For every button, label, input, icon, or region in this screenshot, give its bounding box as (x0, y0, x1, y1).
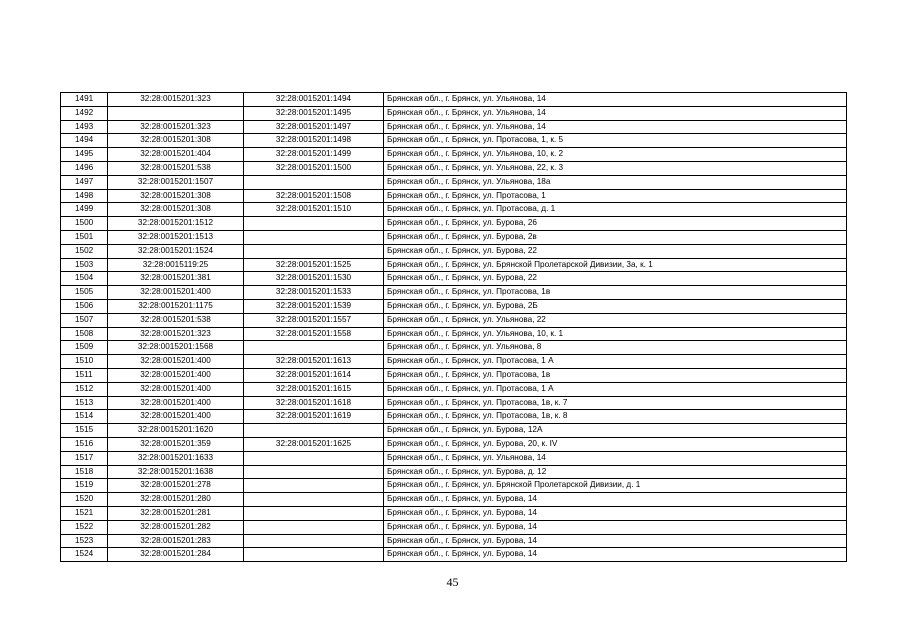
object-number-cell (244, 230, 384, 244)
object-number-cell: 32:28:0015201:1495 (244, 106, 384, 120)
address-cell: Брянская обл., г. Брянск, ул. Ульянова, 22, к. 3 (384, 161, 847, 175)
object-number-cell (244, 341, 384, 355)
table-row (61, 299, 847, 313)
row-number-cell: 1517 (61, 451, 108, 465)
table-row (61, 244, 847, 258)
address-cell: Брянская обл., г. Брянск, ул. Протасова, 1 А (384, 355, 847, 369)
address-cell: Брянская обл., г. Брянск, ул. Ульянова, 14 (384, 120, 847, 134)
cadastral-number-cell: 32:28:0015119:25 (108, 258, 244, 272)
table-row (61, 217, 847, 231)
row-number-cell: 1523 (61, 534, 108, 548)
row-number-cell: 1491 (61, 93, 108, 107)
cadastral-number-cell: 32:28:0015201:400 (108, 355, 244, 369)
address-cell: Брянская обл., г. Брянск, ул. Ульянова, 8 (384, 341, 847, 355)
table-row (61, 465, 847, 479)
address-cell: Брянская обл., г. Брянск, ул. Бурова, 26 (384, 217, 847, 231)
object-number-cell: 32:28:0015201:1510 (244, 203, 384, 217)
object-number-cell (244, 175, 384, 189)
cadastral-number-cell: 32:28:0015201:323 (108, 93, 244, 107)
address-cell: Брянская обл., г. Брянск, ул. Бурова, 14 (384, 506, 847, 520)
object-number-cell: 32:28:0015201:1525 (244, 258, 384, 272)
cadastral-number-cell: 32:28:0015201:381 (108, 272, 244, 286)
records-table-body (61, 93, 847, 562)
row-number-cell: 1497 (61, 175, 108, 189)
row-number-cell: 1512 (61, 382, 108, 396)
row-number-cell: 1511 (61, 368, 108, 382)
cadastral-number-cell: 32:28:0015201:1507 (108, 175, 244, 189)
row-number-cell: 1503 (61, 258, 108, 272)
table-row (61, 161, 847, 175)
table-row (61, 148, 847, 162)
row-number-cell: 1514 (61, 410, 108, 424)
object-number-cell: 32:28:0015201:1613 (244, 355, 384, 369)
table-row (61, 437, 847, 451)
address-cell: Брянская обл., г. Брянск, ул. Бурова, 22 (384, 272, 847, 286)
address-cell: Брянская обл., г. Брянск, ул. Ульянова, 14 (384, 93, 847, 107)
table-row (61, 396, 847, 410)
cadastral-number-cell: 32:28:0015201:308 (108, 134, 244, 148)
address-cell: Брянская обл., г. Брянск, ул. Протасова, 1 (384, 189, 847, 203)
address-cell: Брянская обл., г. Брянск, ул. Брянской Пролетарской Дивизии, 3а, к. 1 (384, 258, 847, 272)
address-cell: Брянская обл., г. Брянск, ул. Протасова, д. 1 (384, 203, 847, 217)
cadastral-number-cell: 32:28:0015201:400 (108, 410, 244, 424)
row-number-cell: 1495 (61, 148, 108, 162)
object-number-cell: 32:28:0015201:1494 (244, 93, 384, 107)
row-number-cell: 1508 (61, 327, 108, 341)
address-cell: Брянская обл., г. Брянск, ул. Протасова, 1в (384, 368, 847, 382)
row-number-cell: 1504 (61, 272, 108, 286)
object-number-cell: 32:28:0015201:1533 (244, 286, 384, 300)
cadastral-number-cell: 32:28:0015201:1568 (108, 341, 244, 355)
address-cell: Брянская обл., г. Брянск, ул. Бурова, 22 (384, 244, 847, 258)
cadastral-number-cell: 32:28:0015201:1633 (108, 451, 244, 465)
row-number-cell: 1493 (61, 120, 108, 134)
object-number-cell: 32:28:0015201:1614 (244, 368, 384, 382)
row-number-cell: 1500 (61, 217, 108, 231)
cadastral-number-cell: 32:28:0015201:283 (108, 534, 244, 548)
row-number-cell: 1492 (61, 106, 108, 120)
cadastral-number-cell: 32:28:0015201:1638 (108, 465, 244, 479)
address-cell: Брянская обл., г. Брянск, ул. Бурова, 14 (384, 548, 847, 562)
row-number-cell: 1509 (61, 341, 108, 355)
object-number-cell: 32:28:0015201:1615 (244, 382, 384, 396)
object-number-cell: 32:28:0015201:1558 (244, 327, 384, 341)
row-number-cell: 1506 (61, 299, 108, 313)
table-row (61, 313, 847, 327)
table-row (61, 134, 847, 148)
object-number-cell: 32:28:0015201:1508 (244, 189, 384, 203)
object-number-cell (244, 493, 384, 507)
table-row (61, 548, 847, 562)
row-number-cell: 1498 (61, 189, 108, 203)
cadastral-number-cell: 32:28:0015201:282 (108, 520, 244, 534)
row-number-cell: 1513 (61, 396, 108, 410)
cadastral-number-cell (108, 106, 244, 120)
row-number-cell: 1502 (61, 244, 108, 258)
table-row (61, 341, 847, 355)
table-row (61, 175, 847, 189)
table-row (61, 368, 847, 382)
address-cell: Брянская обл., г. Брянск, ул. Ульянова, 14 (384, 106, 847, 120)
cadastral-number-cell: 32:28:0015201:308 (108, 203, 244, 217)
table-row (61, 534, 847, 548)
cadastral-number-cell: 32:28:0015201:400 (108, 368, 244, 382)
cadastral-number-cell: 32:28:0015201:281 (108, 506, 244, 520)
object-number-cell: 32:28:0015201:1497 (244, 120, 384, 134)
table-row (61, 479, 847, 493)
table-row (61, 424, 847, 438)
address-cell: Брянская обл., г. Брянск, ул. Протасова, 1в (384, 286, 847, 300)
address-cell: Брянская обл., г. Брянск, ул. Бурова, 14 (384, 534, 847, 548)
cadastral-number-cell: 32:28:0015201:1513 (108, 230, 244, 244)
table-row (61, 520, 847, 534)
object-number-cell (244, 534, 384, 548)
object-number-cell: 32:28:0015201:1618 (244, 396, 384, 410)
address-cell: Брянская обл., г. Брянск, ул. Ульянова, 18а (384, 175, 847, 189)
cadastral-number-cell: 32:28:0015201:400 (108, 286, 244, 300)
address-cell: Брянская обл., г. Брянск, ул. Бурова, 20, к. IV (384, 437, 847, 451)
address-cell: Брянская обл., г. Брянск, ул. Бурова, 14 (384, 493, 847, 507)
row-number-cell: 1501 (61, 230, 108, 244)
table-row (61, 189, 847, 203)
address-cell: Брянская обл., г. Брянск, ул. Протасова, 1в, к. 7 (384, 396, 847, 410)
object-number-cell: 32:28:0015201:1625 (244, 437, 384, 451)
table-row (61, 451, 847, 465)
row-number-cell: 1496 (61, 161, 108, 175)
address-cell: Брянская обл., г. Брянск, ул. Ульянова, 14 (384, 451, 847, 465)
table-row (61, 106, 847, 120)
object-number-cell (244, 548, 384, 562)
row-number-cell: 1499 (61, 203, 108, 217)
table-row (61, 230, 847, 244)
row-number-cell: 1510 (61, 355, 108, 369)
table-row (61, 120, 847, 134)
row-number-cell: 1521 (61, 506, 108, 520)
object-number-cell (244, 244, 384, 258)
table-row (61, 355, 847, 369)
cadastral-number-cell: 32:28:0015201:1620 (108, 424, 244, 438)
table-row (61, 493, 847, 507)
object-number-cell (244, 520, 384, 534)
cadastral-number-cell: 32:28:0015201:538 (108, 161, 244, 175)
object-number-cell: 32:28:0015201:1619 (244, 410, 384, 424)
row-number-cell: 1522 (61, 520, 108, 534)
table-row (61, 203, 847, 217)
object-number-cell (244, 506, 384, 520)
address-cell: Брянская обл., г. Брянск, ул. Протасова, 1, к. 5 (384, 134, 847, 148)
cadastral-number-cell: 32:28:0015201:278 (108, 479, 244, 493)
table-row (61, 272, 847, 286)
address-cell: Брянская обл., г. Брянск, ул. Брянской Пролетарской Дивизии, д. 1 (384, 479, 847, 493)
cadastral-number-cell: 32:28:0015201:280 (108, 493, 244, 507)
row-number-cell: 1518 (61, 465, 108, 479)
row-number-cell: 1519 (61, 479, 108, 493)
cadastral-number-cell: 32:28:0015201:400 (108, 396, 244, 410)
page-number: 45 (446, 575, 459, 589)
row-number-cell: 1494 (61, 134, 108, 148)
row-number-cell: 1507 (61, 313, 108, 327)
row-number-cell: 1516 (61, 437, 108, 451)
cadastral-number-cell: 32:28:0015201:359 (108, 437, 244, 451)
object-number-cell (244, 451, 384, 465)
cadastral-number-cell: 32:28:0015201:323 (108, 120, 244, 134)
object-number-cell: 32:28:0015201:1500 (244, 161, 384, 175)
object-number-cell: 32:28:0015201:1557 (244, 313, 384, 327)
address-cell: Брянская обл., г. Брянск, ул. Бурова, д. 12 (384, 465, 847, 479)
cadastral-number-cell: 32:28:0015201:1512 (108, 217, 244, 231)
row-number-cell: 1505 (61, 286, 108, 300)
address-cell: Брянская обл., г. Брянск, ул. Ульянова, 22 (384, 313, 847, 327)
table-row (61, 327, 847, 341)
address-cell: Брянская обл., г. Брянск, ул. Бурова, 14 (384, 520, 847, 534)
cadastral-number-cell: 32:28:0015201:538 (108, 313, 244, 327)
address-cell: Брянская обл., г. Брянск, ул. Бурова, 2в (384, 230, 847, 244)
address-cell: Брянская обл., г. Брянск, ул. Протасова, 1 А (384, 382, 847, 396)
table-row (61, 506, 847, 520)
cadastral-number-cell: 32:28:0015201:1524 (108, 244, 244, 258)
records-table (60, 92, 847, 562)
object-number-cell: 32:28:0015201:1498 (244, 134, 384, 148)
object-number-cell (244, 424, 384, 438)
cadastral-number-cell: 32:28:0015201:400 (108, 382, 244, 396)
row-number-cell: 1524 (61, 548, 108, 562)
object-number-cell: 32:28:0015201:1530 (244, 272, 384, 286)
cadastral-number-cell: 32:28:0015201:404 (108, 148, 244, 162)
object-number-cell (244, 465, 384, 479)
table-row (61, 410, 847, 424)
address-cell: Брянская обл., г. Брянск, ул. Ульянова, 10, к. 2 (384, 148, 847, 162)
object-number-cell (244, 217, 384, 231)
address-cell: Брянская обл., г. Брянск, ул. Протасова, 1в, к. 8 (384, 410, 847, 424)
address-cell: Брянская обл., г. Брянск, ул. Ульянова, 10, к. 1 (384, 327, 847, 341)
cadastral-number-cell: 32:28:0015201:1175 (108, 299, 244, 313)
table-row (61, 258, 847, 272)
address-cell: Брянская обл., г. Брянск, ул. Бурова, 12А (384, 424, 847, 438)
table-row (61, 93, 847, 107)
object-number-cell: 32:28:0015201:1539 (244, 299, 384, 313)
row-number-cell: 1515 (61, 424, 108, 438)
cadastral-number-cell: 32:28:0015201:284 (108, 548, 244, 562)
cadastral-number-cell: 32:28:0015201:323 (108, 327, 244, 341)
object-number-cell (244, 479, 384, 493)
table-row (61, 382, 847, 396)
row-number-cell: 1520 (61, 493, 108, 507)
cadastral-number-cell: 32:28:0015201:308 (108, 189, 244, 203)
address-cell: Брянская обл., г. Брянск, ул. Бурова, 2Б (384, 299, 847, 313)
table-row (61, 286, 847, 300)
object-number-cell: 32:28:0015201:1499 (244, 148, 384, 162)
